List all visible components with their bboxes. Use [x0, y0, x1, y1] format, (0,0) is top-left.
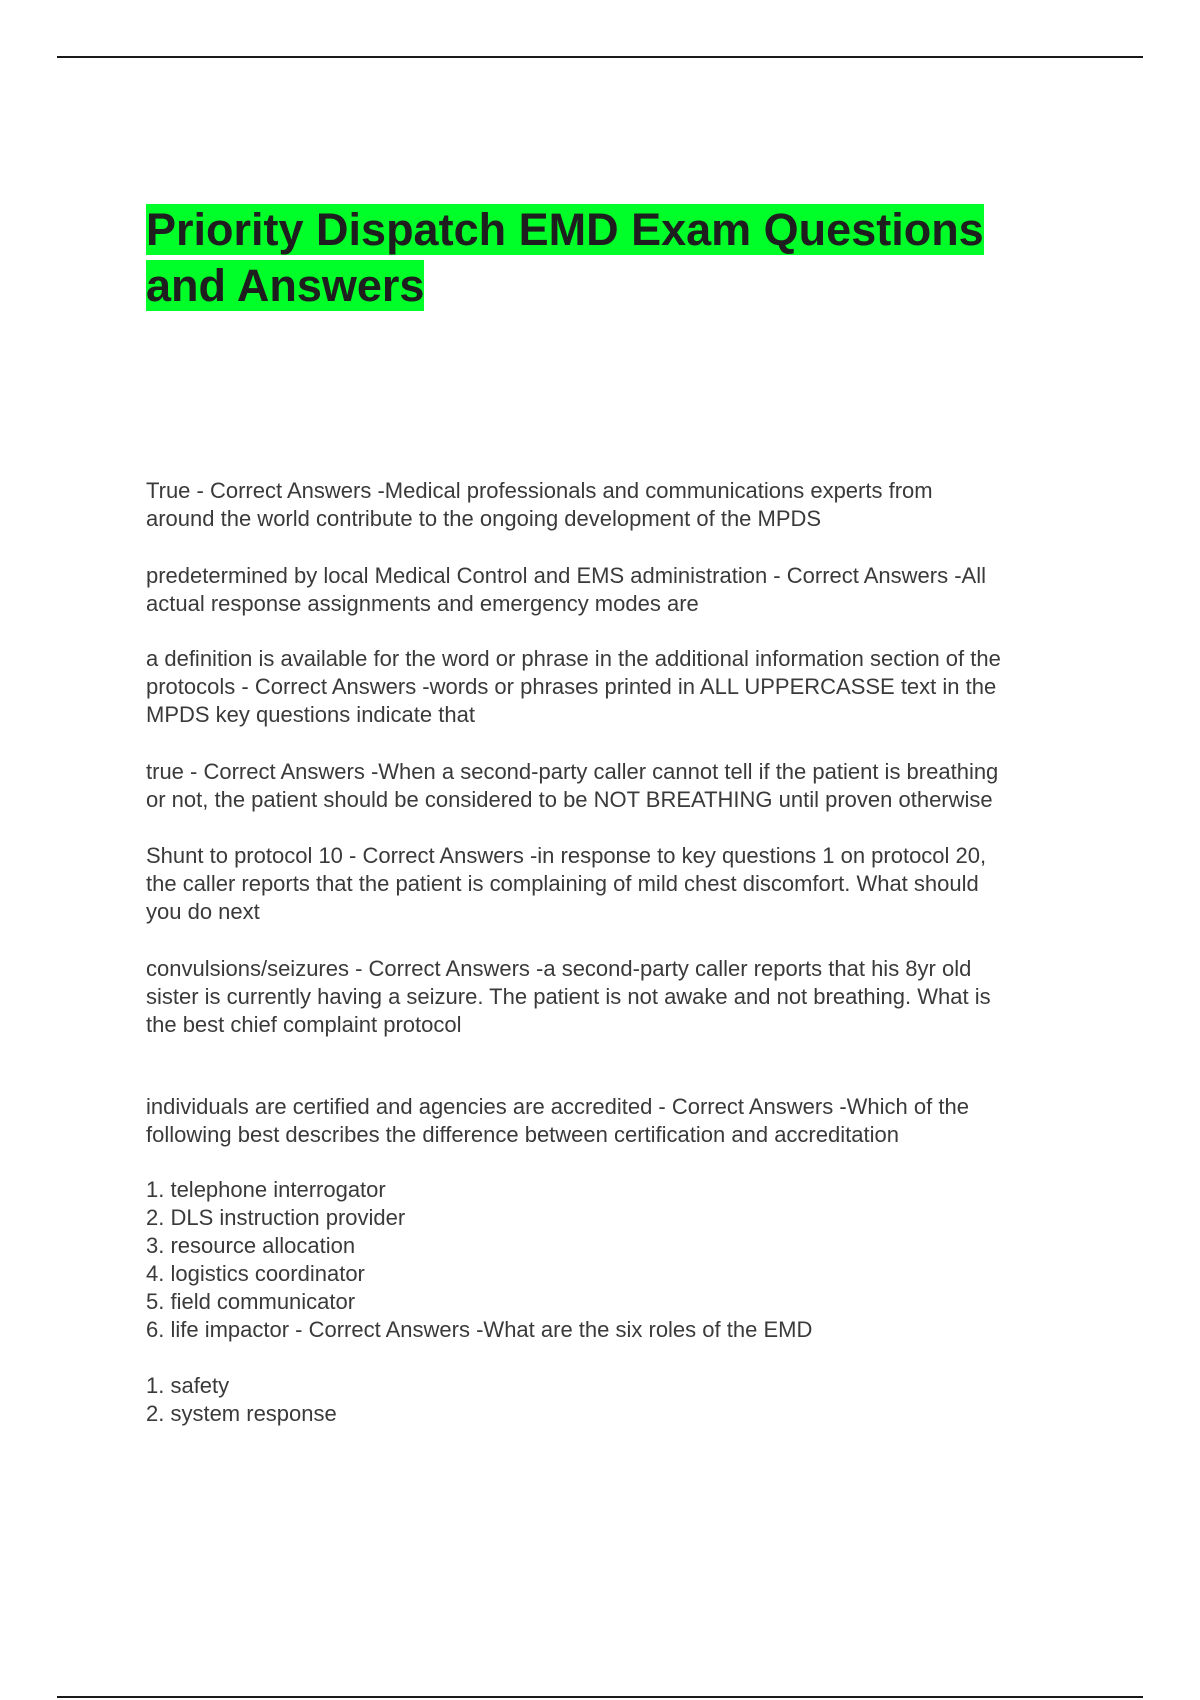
qa-entry-6: convulsions/seizures - Correct Answers -a second-party caller reports that his 8yr old sister is currently having a seizure. The patient is not awake and not breathing. What is the best chief complaint protocol [146, 956, 991, 1037]
qa-entry-7: individuals are certified and agencies are accredited - Correct Answers -Which of the following best describes the difference between certification and accreditation [146, 1094, 969, 1147]
top-rule [57, 56, 1143, 58]
qa-entry-9: 1. safety 2. system response [146, 1373, 337, 1426]
title-block [146, 202, 1146, 314]
title-line-2: and Answers [146, 260, 425, 311]
page-title [146, 202, 1146, 314]
qa-entry-8: 1. telephone interrogator 2. DLS instruction provider 3. resource allocation 4. logistics coordinator 5. field communicator 6. life impactor - Correct Answers -What are the six roles of the EMD [146, 1177, 813, 1342]
qa-entry-1: True - Correct Answers -Medical professionals and communications experts from around the world contribute to the ongoing development of the MPDS [146, 478, 933, 531]
qa-entry-4: true - Correct Answers -When a second-party caller cannot tell if the patient is breathing or not, the patient should be considered to be NOT BREATHING until proven otherwise [146, 759, 999, 812]
qa-entry-5: Shunt to protocol 10 - Correct Answers -in response to key questions 1 on protocol 20, the caller reports that the patient is complaining of mild chest discomfort. What should you do next [146, 843, 987, 924]
bottom-rule [57, 1696, 1143, 1698]
qa-entry-3: a definition is available for the word or phrase in the additional information section of the protocols - Correct Answers -words or phrases printed in ALL UPPERCASSE text in the MPDS key questions indicate that [146, 646, 1001, 727]
qa-entry-2: predetermined by local Medical Control and EMS administration - Correct Answers -All actual response assignments and emergency modes are [146, 563, 987, 616]
title-line-1: Priority Dispatch EMD Exam Questions [146, 204, 984, 255]
